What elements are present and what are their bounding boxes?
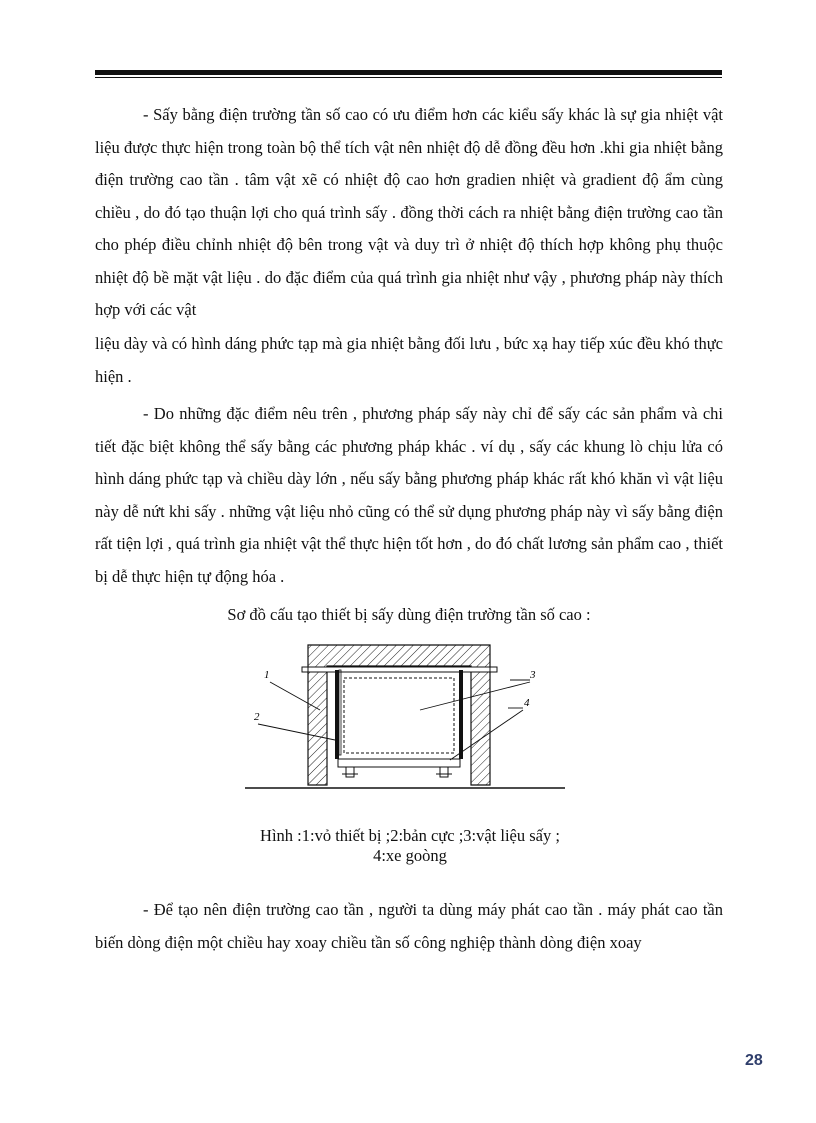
label-4: 4 [524,697,530,709]
dryer-diagram [240,640,570,795]
figure-title: Sơ đồ cấu tạo thiết bị sấy dùng điện trường tần số cao : [227,605,591,624]
label-2: 2 [254,711,260,723]
figure-caption-line-1: Hình :1:vỏ thiết bị ;2:bản cực ;3:vật liệu sấy ; [260,826,560,845]
header-rule-thick [95,70,722,75]
left-electrode-plate [335,670,339,759]
label-3: 3 [530,669,536,681]
trolley-platform [338,759,460,767]
label-1: 1 [264,669,270,681]
top-electrode-bar [302,667,497,672]
drying-material [344,678,454,753]
trolley-wheel-right [440,767,448,777]
trolley-wheel-left [346,767,354,777]
header-rule-thin [95,77,722,78]
paragraph-3: - Do những đặc điểm nêu trên , phương pháp sấy này chỉ để sấy các sản phẩm và chi tiết đặc biệt không thể sấy bằng các phương pháp khác . ví dụ , sấy các khung lò chịu lửa có hình dáng phức tạp và chiều dày lớn , nếu sấy bằng phương pháp khác rất khó khăn vì vật liệu này dễ nứt khi sấy . những vật liệu nhỏ cũng có thể sử dụng phương pháp này vì sấy bằng điện rất tiện lợi , quá trình gia nhiệt vật thể thực hiện tốt hơn , do đó chất lương sản phẩm cao , thiết bị dễ thực hiện tự động hóa . [95,404,723,586]
page-number: 28 [745,1052,763,1069]
figure-caption-line-2: 4:xe goòng [373,846,447,865]
paragraph-2: liệu dày và có hình dáng phức tạp mà gia nhiệt bằng đối lưu , bức xạ hay tiếp xúc đều khó thực hiện . [95,334,723,386]
right-electrode-plate [459,670,463,759]
paragraph-4: - Để tạo nên điện trường cao tần , người ta dùng máy phát cao tần . máy phát cao tần biến dòng điện một chiều hay xoay chiều tần số công nghiệp thành dòng điện xoay [95,900,723,952]
paragraph-1: - Sấy bằng điện trường tần số cao có ưu điểm hơn các kiểu sấy khác là sự gia nhiệt vật liệu được thực hiện trong toàn bộ thể tích vật nên nhiệt độ dễ đồng đều hơn .khi gia nhiệt bằng điện trường cao tần . tâm vật xẽ có nhiệt độ cao hơn gradien nhiệt và gradient độ ẩm cùng chiều , do đó tạo thuận lợi cho quá trình sấy . đồng thời cách ra nhiệt bằng điện trường cao tần cho phép điều chỉnh nhiệt độ bên trong vật và duy trì ở nhiệt độ thích hợp không phụ thuộc nhiệt độ bề mặt vật liệu . do đặc điểm của quá trình gia nhiệt như vậy , phương pháp này thích hợp với các vật [95,105,723,319]
figure-caption [200,826,620,866]
